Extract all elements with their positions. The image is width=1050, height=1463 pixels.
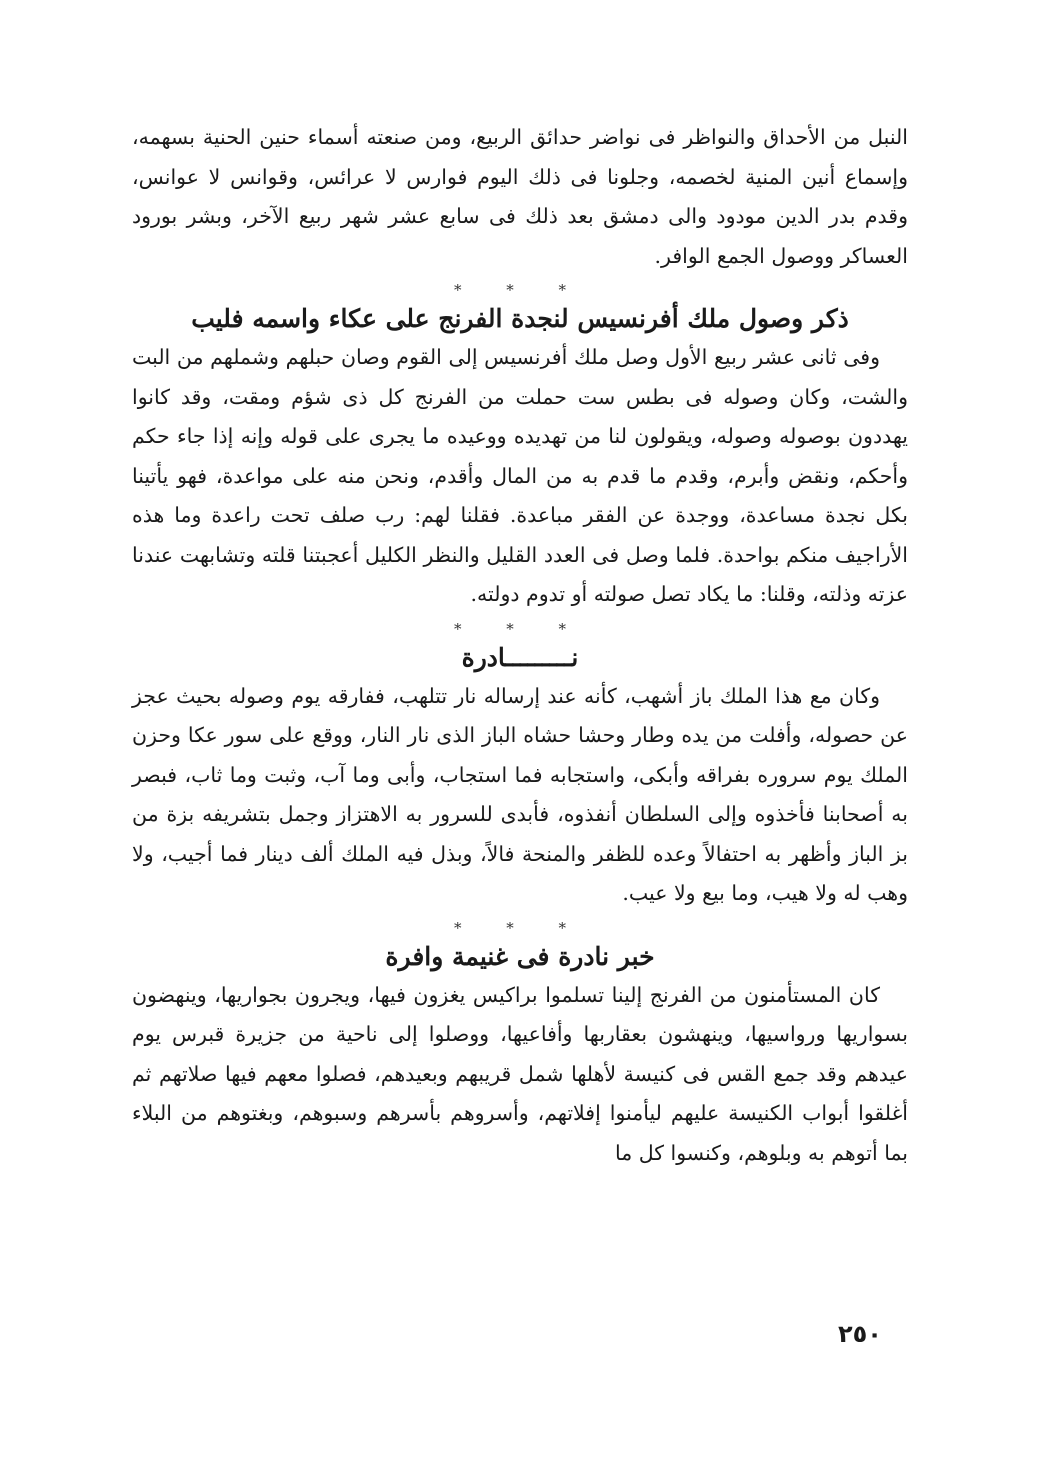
heading-plentiful-booty: خبر نادرة فى غنيمة وافرة [385,941,655,971]
page-number: ٢٥٠ [838,1320,882,1348]
page-body [132,118,908,1173]
paragraph-2: وفى ثانى عشر ربيع الأول وصل ملك أفرنسيس إلى القوم وصان حبلهم وشملهم من البت والشت، وكان وصوله فى بطس ست حملت من الفرنج كل ذى شؤم ومقت، وقد كانوا يهددون بوصوله وصوله، ويقولون لنا من تهديده ووعيده ما يجرى على قوله وإنه إذا جاء حكم وأحكم، ونقض وأبرم، وقدم ما قدم به من المال وأقدم، ونحن منه على مواعدة، فهو يأتينا بكل نجدة مساعدة، ووجدة عن الفقر مباعدة. فقلنا لهم: رب صلف تحت راعدة وما هذه الأراجيف منكم بواحدة. فلما وصل فى العدد القليل والنظر الكليل أعجبتنا قلته وتشابهت عندنا عزته وذلته، وقلنا: ما يكاد تصل صولته أو تدوم دولته. [132,345,908,606]
heading-king-of-france: ذكر وصول ملك أفرنسيس لنجدة الفرنج على عكاء واسمه فليب [191,304,849,333]
section-separator-1: * * * [453,281,587,299]
paragraph-4: كان المستأمنون من الفرنج إلينا تسلموا براكيس يغزون فيها، ويجرون بجواريها، وينهضون بسواريها ورواسيها، وينهشون بعقاربها وأفاعيها، ووصلوا إلى ناحية من جزيرة قبرس يوم عيدهم وقد جمع القس فى كنيسة لأهلها شمل قريبهم وبعيدهم، فصلوا معهم فيها صلاتهم ثم أغلقوا أبواب الكنيسة عليهم ليأمنوا إفلاتهم، وأسروهم بأسرهم وسبوهم، وبغتوهم من البلاء بما أتوهم به وبلوهم، وكنسوا كل ما [132,982,908,1165]
paragraph-1: النبل من الأحداق والنواظر فى نواضر حدائق الربيع، ومن صنعته أسماء حنين الحنية بسهمه، وإسماع أنين المنية لخصمه، وجلونا فى ذلك اليوم فوارس لا عرائس، وقوانس لا عوانس، وقدم بدر الدين مودود والى دمشق بعد ذلك فى سابع عشر شهر ربيع الآخر، وبشر بورود العساكر ووصول الجمع الوافر. [132,125,908,268]
paragraph-3: وكان مع هذا الملك باز أشهب، كأنه عند إرساله نار تتلهب، ففارقه يوم وصوله بحيث عجز عن حصوله، وأفلت من يده وطار وحشا حشاه الباز الذى نار النار، ووقع على سور عكا وحزن الملك يوم سروره بفراقه وأبكى، واستجابه فما استجاب، وأبى وما آب، وثبت وما ثاب، فبصر به أصحابنا فأخذوه وإلى السلطان أنفذوه، فأبدى للسرور به الاهتزاز وجمل بتشريفه بزة من بز الباز وأظهر به احتفالاً وعده للظفر والمنحة فالاً، وبذل فيه الملك ألف دينار فما أجيب، ولا وهب له ولا هيب، وما بيع ولا عيب. [132,683,908,905]
heading-anecdote: نـــــــــادرة [461,642,579,672]
section-separator-2: * * * [453,619,587,638]
section-separator-3: * * * [453,918,587,937]
